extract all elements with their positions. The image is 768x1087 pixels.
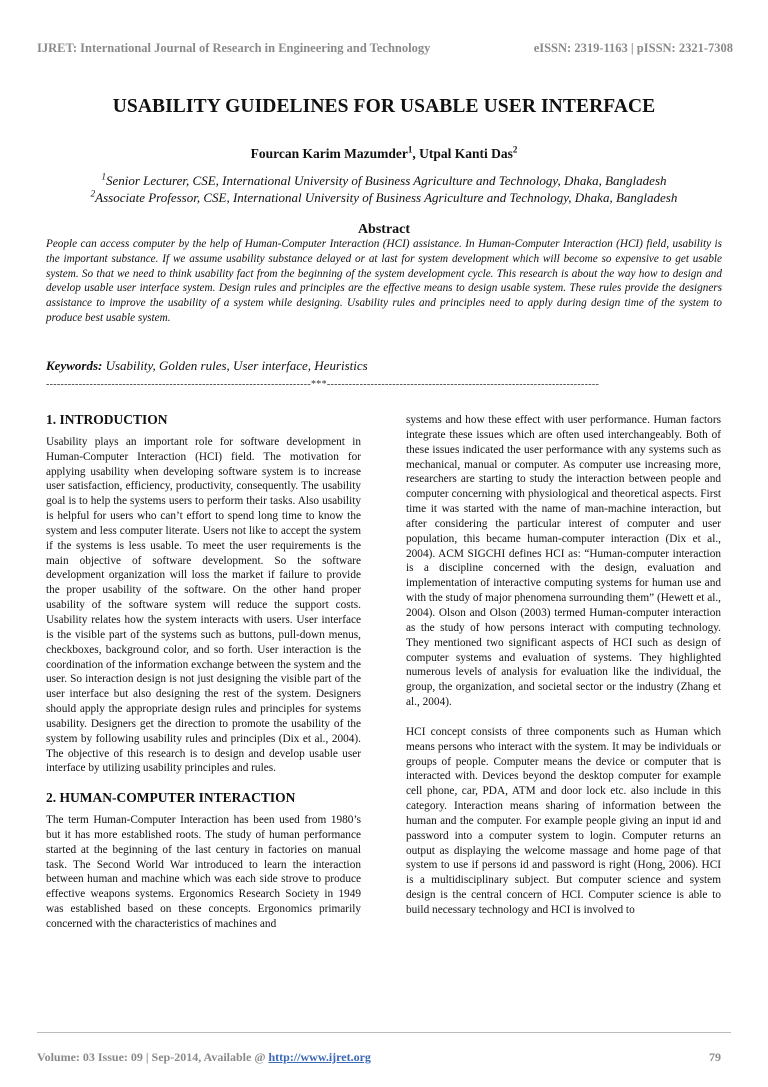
right-column: [406, 413, 721, 918]
section-2-paragraph-start: The term Human-Computer Interaction has been used from 1980’s but it has more established roots. The study of human performance started at the beginning of the last century in factories on manual task. The Second World War introduced to learn the interaction between human and machine which was each side strove to produce effective weapons systems. Ergonomics Research Society in 1949 was established based on these concepts. Ergonomics primarily concerned with the characteristics of machines and: [46, 814, 361, 930]
affiliation-2-text: Associate Professor, CSE, International University of Business Agriculture and Technology, Dhaka, Bangladesh: [95, 190, 678, 205]
section-2-paragraph-2: HCI concept consists of three components such as Human which means persons who interact with the system. It may be individuals or groups of people. Computer means the device or computer that is interacted with. Devices beyond the desktop computer for example cell phone, car, PDA, ATM and door lock etc. also include in this category. Interaction means sharing of information between the human and the computer. For example people giving an input id and password into a computer system to login. Computer returns an output as displaying the welcome massage and home page of that system to use if persons id and password is right (Hong, 2006). HCI is a multidisciplinary subject. But computer science and system design is the central concern of HCI. Computer science is able to build necessary technology and HCI is involved to: [406, 725, 721, 916]
footer-volume-text: Volume: 03 Issue: 09 | Sep-2014, Available @: [37, 1050, 269, 1064]
abstract-heading: Abstract: [357, 222, 411, 237]
footer-rule: [37, 1032, 731, 1033]
left-column: [46, 413, 361, 932]
section-2-paragraph-continued: systems and how these effect with user performance. Human factors integrate these issues which are often used interchangeably. Both of these issues indicated the user performance with any systems such as mechanical, manual or computer. As computer use increasing more, researchers are starting to study the interaction between people and computer concerning with physiological and theoretical aspects. First time it was started with the name of man-machine interaction, but after considering the particular interest of computer and user population, this became human-computer interaction (Dix et al., 2004). ACM SIGCHI defines HCI as: “Human-computer interaction is a discipline concerned with the design, evaluation and implementation of interactive computing systems for human use and with the study of major phenomena surrounding them” (Hewett et al., 2004). Olson and Olson (2003) termed Human-computer interaction as the study of how persons interact with computing technology. They mentioned two significant aspects of HCI such as design of computer systems and evaluation of systems. They highlighted numerous levels of analysis for evaluation like the individual, the group, the organization, and societal sector or the industry (Zhang et al., 2004).: [406, 414, 721, 709]
section-1-heading: 1. INTRODUCTION: [46, 412, 168, 427]
author-2-sup: 2: [512, 144, 518, 155]
affiliation-1: [0, 173, 768, 189]
affiliation-1-text: Senior Lecturer, CSE, International University of Business Agriculture and Technology, Dhaka, Bangladesh: [105, 173, 667, 188]
keywords: [46, 358, 722, 374]
footer-volume: [37, 1050, 371, 1065]
section-2-heading: 2. HUMAN-COMPUTER INTERACTION: [46, 790, 296, 806]
abstract-text: People can access computer by the help of Human-Computer Interaction (HCI) assistance. In Human-Computer Interaction (HCI) field, usability is the important substance. If we assume usability substance delayed or at last for system development which will become so expensive to get usable system. So that we need to think usability fact from the beginning of the system development cycle. This research is about the way how to design and develop usable user interface system. Design rules and principles are the effective means to design usable system. These rules provide the designers assistance to improve the usability of a system while designing. Usability rules and principles need to apply during design time of the system to produce best usable system.: [46, 238, 722, 324]
running-header: [37, 41, 731, 56]
author-2: Utpal Kanti Das: [419, 146, 513, 161]
section-separator: -------------------------------------------------------------------------***---------------------------------------------------------------------------: [46, 379, 600, 390]
affiliation-2-sup: 2: [90, 188, 96, 199]
affiliation-2: [0, 190, 768, 206]
section-1-paragraph: Usability plays an important role for software development in Human-Computer Interaction (HCI) field. The motivation for applying usability when developing software system is to increase user satisfaction, efficiency, productivity, consequently. The usability goal is to help the systems users to perform their tasks. Also usability is helpful for users who can’t effort to spend long time to know the system and less computer literate. Users not like to accept the system if the systems is less usable. To meet the user requirements is the main objective of software development. So the software development organization will loss the market if failure to provide the proper usability of the software. On the other hand proper usability of the software system will reduce the support costs. Usability relates how the system interacts with users. User interface is the visible part of the systems such as buttons, pull-down menus, checkboxes, background color, and so forth. User interaction is the coordination of the information exchange between the system and the user. So interaction design is not just designing the visible part of the user interface but also designing the rest of the system. Designers should apply the appropriate design rules and principles for systems usability. Designers get the direction to promote the usability of the system by following usability rules and principles (Dix et al., 2004). The objective of this research is to design and develop usable user interface by utilizing usability principles and rules.: [46, 435, 361, 775]
running-footer: [37, 1050, 721, 1065]
keywords-text: Usability, Golden rules, User interface, Heuristics: [105, 358, 368, 373]
footer-url-link[interactable]: http://www.ijret.org: [268, 1050, 371, 1064]
author-1-sup: 1: [407, 144, 413, 155]
journal-name: IJRET: International Journal of Research in Engineering and Technology: [37, 41, 431, 55]
paper-title: USABILITY GUIDELINES FOR USABLE USER INTERFACE: [112, 96, 656, 117]
author-line: [0, 146, 768, 162]
affiliation-1-sup: 1: [101, 171, 106, 182]
issn-info: eISSN: 2319-1163 | pISSN: 2321-7308: [533, 41, 733, 55]
author-1: Fourcan Karim Mazumder: [250, 146, 408, 161]
author-separator: ,: [412, 146, 420, 161]
keywords-label: Keywords:: [46, 358, 103, 373]
page-number: 79: [709, 1050, 721, 1064]
